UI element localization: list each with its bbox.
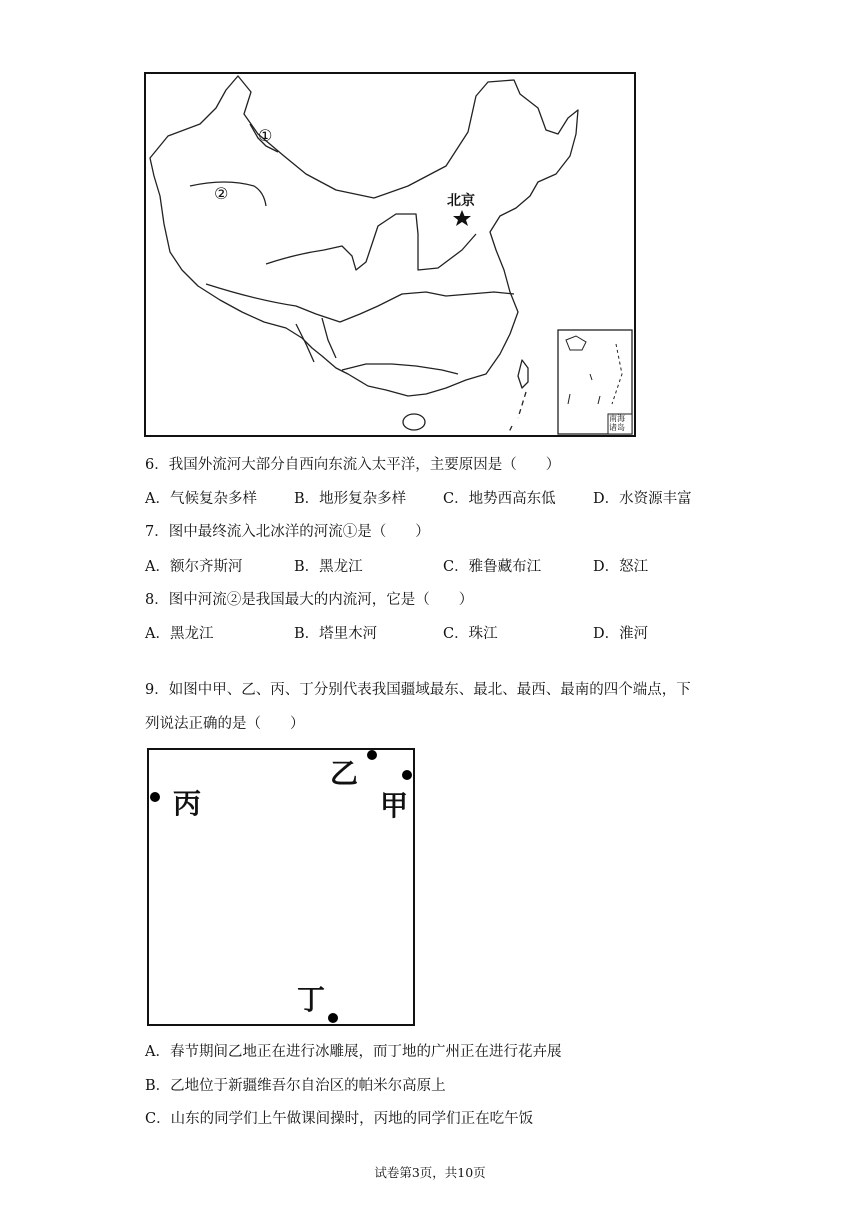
question-9-option-c[interactable]: C．山东的同学们上午做课间操时，丙地的同学们正在吃午饭 [145,1111,534,1127]
yi-dot [367,750,377,760]
question-6-option-d[interactable]: D．水资源丰富 [593,491,692,507]
beijing-star-icon [453,210,471,226]
question-8-option-d[interactable]: D．淮河 [593,626,649,642]
question-7-stem: 7．图中最终流入北冰洋的河流①是（ ） [145,524,430,540]
yi-label: 乙 [330,757,359,790]
question-7-option-d[interactable]: D．怒江 [593,559,649,575]
river-2-marker: ② [214,184,229,203]
question-6-option-b[interactable]: B．地形复杂多样 [294,491,407,507]
jia-dot [402,770,412,780]
question-8-stem: 8．图中河流②是我国最大的内流河，它是（ ） [145,592,474,608]
ding-dot [328,1013,338,1023]
page-footer: 试卷第3页，共10页 [374,1165,486,1180]
question-6-option-c[interactable]: C．地势西高东低 [443,491,556,507]
china-rivers-map [144,72,636,437]
river-1-marker: ① [258,126,273,145]
question-7-option-b[interactable]: B．黑龙江 [294,559,363,575]
question-9-option-b[interactable]: B．乙地位于新疆维吾尔自治区的帕米尔高原上 [145,1078,446,1094]
china-map-drawing [146,74,634,435]
question-7-option-c[interactable]: C．雅鲁藏布江 [443,559,542,575]
question-6-option-a[interactable]: A．气候复杂多样 [145,491,257,507]
beijing-label: 北京 [447,193,475,209]
question-8-option-b[interactable]: B．塔里木河 [294,626,378,642]
question-6-stem: 6．我国外流河大部分自西向东流入太平洋，主要原因是（ ） [145,457,561,473]
question-9-stem-line1: 9．如图中甲、乙、丙、丁分别代表我国疆域最东、最北、最西、最南的四个端点，下 [145,682,691,698]
inset-label-line2: 诸岛 [609,423,625,432]
question-8-option-a[interactable]: A．黑龙江 [145,626,214,642]
territory-extremes-diagram [147,748,415,1026]
bing-dot [150,792,160,802]
question-8-option-c[interactable]: C．珠江 [443,626,498,642]
ding-label: 丁 [297,983,326,1016]
question-9-option-a[interactable]: A．春节期间乙地正在进行冰雕展，而丁地的广州正在进行花卉展 [145,1044,562,1060]
question-9-stem-line2: 列说法正确的是（ ） [145,716,305,732]
bing-label: 丙 [173,787,202,820]
inset-label-line1: 南海 [609,414,625,423]
jia-label: 甲 [380,789,409,822]
question-7-option-a[interactable]: A．额尔齐斯河 [145,559,243,575]
